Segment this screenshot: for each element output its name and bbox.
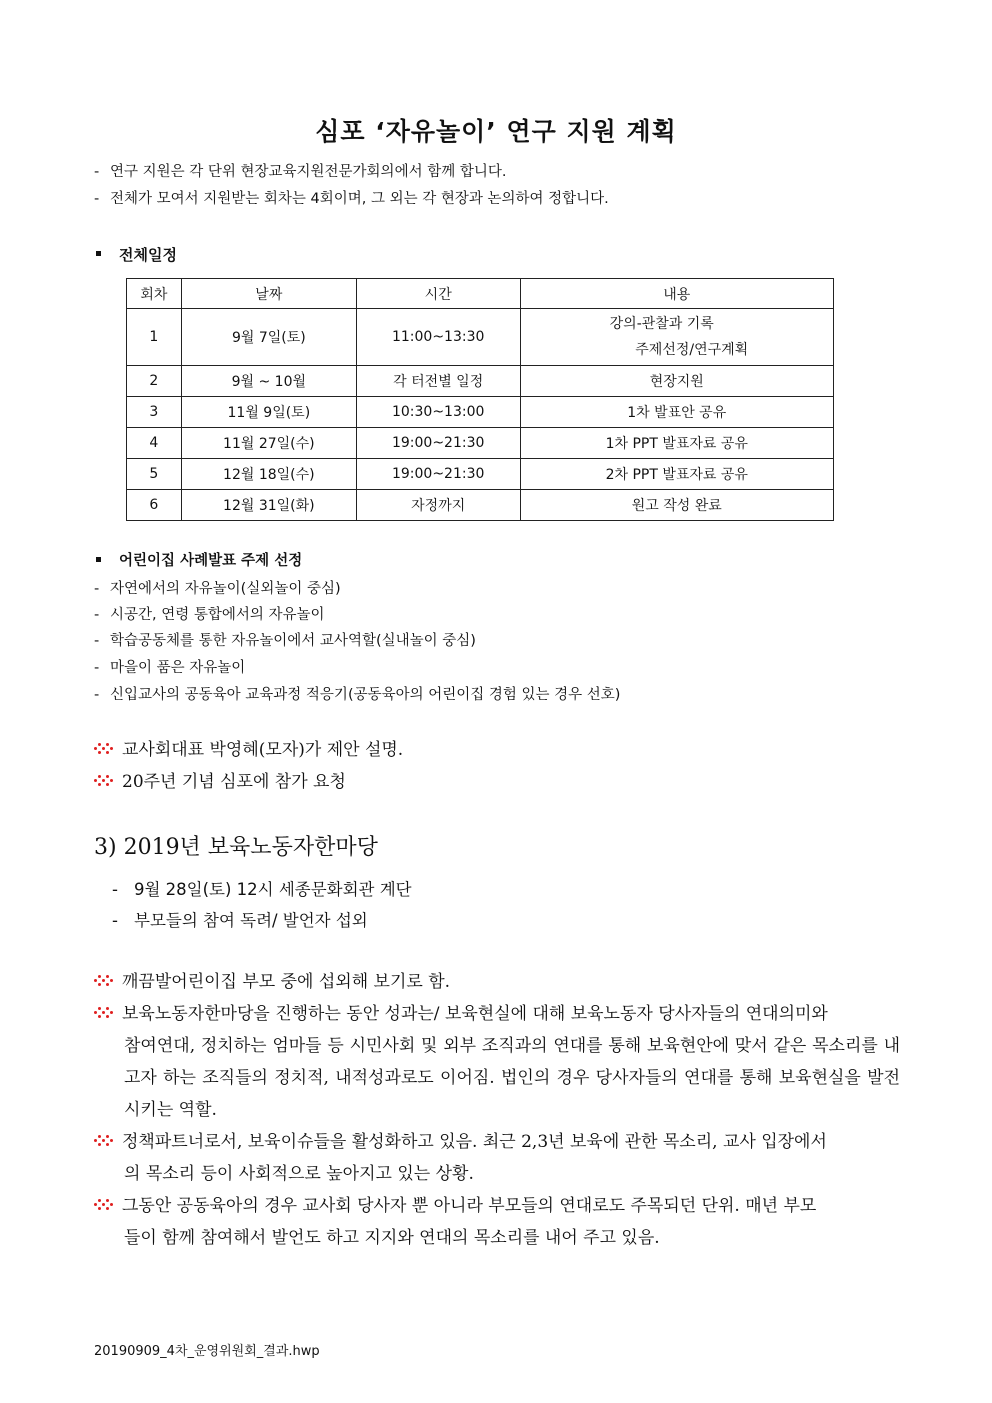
square-bullet-icon [96, 251, 101, 256]
cell-content: 2차 PPT 발표자료 공유 [520, 459, 834, 490]
section-heading: 3) 2019년 보육노동자한마당 [94, 835, 378, 860]
red-dot-bullet-icon [94, 742, 114, 756]
topic-item: - 마을이 품은 자유놀이 [94, 660, 246, 676]
cell-no: 5 [127, 459, 182, 490]
cell-content: 1차 PPT 발표자료 공유 [520, 428, 834, 459]
topic-item: - 시공간, 연령 통합에서의 자유놀이 [94, 607, 325, 623]
cell-date: 12월 31일(화) [181, 490, 356, 521]
red-dot-bullet-icon [94, 974, 114, 988]
section-item: - 부모들의 참여 독려/ 발언자 섭외 [112, 911, 368, 930]
cell-time: 19:00~21:30 [356, 428, 520, 459]
cell-no: 4 [127, 428, 182, 459]
col-header: 날짜 [181, 279, 356, 309]
cell-time: 19:00~21:30 [356, 459, 520, 490]
red-dot-bullet-icon [94, 1134, 114, 1148]
table-header-row [127, 279, 834, 309]
note-item [94, 1190, 900, 1254]
schedule-heading [96, 244, 177, 265]
cell-time: 10:30~13:00 [356, 397, 520, 428]
table-row [127, 309, 834, 366]
note-item [94, 1126, 900, 1190]
col-header: 시간 [356, 279, 520, 309]
cell-time: 11:00~13:30 [356, 309, 520, 366]
note-text: 정책파트너로서, 보육이슈들을 활성화하고 있음. 최근 2,3년 보육에 관한 목소리, 교사 입장에서 [122, 1132, 827, 1152]
schedule-table [126, 278, 834, 521]
table-row [127, 490, 834, 521]
note-item [94, 966, 900, 998]
cell-content-line: 주제선정/연구계획 [635, 342, 749, 358]
topic-text: 시공간, 연령 통합에서의 자유놀이 [110, 607, 325, 623]
note-text-continued: 참여연대, 정치하는 엄마들 등 시민사회 및 외부 조직과의 연대를 통해 보육현안에 맞서 같은 목소리를 내고자 하는 조직들의 정치적, 내적성과로도 이어짐. 법인의 경우 당사자들의 연대를 통해 보육현실을 발전시키는 역할. [124, 1036, 900, 1120]
note-text: 20주년 기념 심포에 참가 요청 [122, 772, 346, 792]
cell-content [520, 309, 834, 366]
cell-time: 자정까지 [356, 490, 520, 521]
topic-text: 학습공동체를 통한 자유놀이에서 교사역할(실내놀이 중심) [110, 633, 476, 649]
cell-no: 2 [127, 366, 182, 397]
topic-item: - 신입교사의 공동육아 교육과정 적응기(공동육아의 어린이집 경험 있는 경우 선호) [94, 687, 621, 703]
cell-content-line: 강의-관찰과 기록 [609, 316, 714, 332]
red-dot-bullet-icon [94, 1198, 114, 1212]
topic-text: 마을이 품은 자유놀이 [110, 660, 246, 676]
cell-content: 원고 작성 완료 [520, 490, 834, 521]
section-item: - 9월 28일(토) 12시 세종문화회관 계단 [112, 880, 412, 899]
footer-filename: 20190909_4차_운영위원회_결과.hwp [94, 1344, 320, 1359]
note-item [94, 998, 900, 1126]
intro-text: 전체가 모여서 지원받는 회차는 4회이며, 그 외는 각 현장과 논의하여 정합니다. [110, 191, 609, 207]
intro-line: - 연구 지원은 각 단위 현장교육지원전문가회의에서 함께 합니다. [94, 164, 507, 180]
note-text: 깨끔발어린이집 부모 중에 섭외해 보기로 함. [122, 972, 451, 992]
col-header: 회차 [127, 279, 182, 309]
cell-time: 각 터전별 일정 [356, 366, 520, 397]
red-dot-bullet-icon [94, 1006, 114, 1020]
topic-text: 신입교사의 공동육아 교육과정 적응기(공동육아의 어린이집 경험 있는 경우 선호) [110, 687, 621, 703]
square-bullet-icon [96, 557, 101, 562]
red-dot-bullet-icon [94, 774, 114, 788]
section-item-text: 9월 28일(토) 12시 세종문화회관 계단 [134, 880, 412, 899]
topic-text: 자연에서의 자유놀이(실외놀이 중심) [110, 581, 341, 597]
col-header: 내용 [520, 279, 834, 309]
cell-date: 9월 ~ 10월 [181, 366, 356, 397]
topics-heading [96, 549, 302, 570]
note-item [94, 766, 900, 798]
note-text-continued: 들이 함께 참여해서 발언도 하고 지지와 연대의 목소리를 내어 주고 있음. [124, 1228, 660, 1248]
cell-date: 12월 18일(수) [181, 459, 356, 490]
page-title: 심포 ‘자유놀이’ 연구 지원 계획 [315, 117, 677, 146]
section-item-text: 부모들의 참여 독려/ 발언자 섭외 [134, 911, 368, 930]
schedule-heading-text: 전체일정 [119, 246, 177, 264]
note-text: 그동안 공동육아의 경우 교사회 당사자 뿐 아니라 부모들의 연대로도 주목되던 단위. 매년 부모 [122, 1196, 817, 1216]
topic-item: - 자연에서의 자유놀이(실외놀이 중심) [94, 581, 341, 597]
note-item [94, 734, 900, 766]
note-text: 교사회대표 박영혜(모자)가 제안 설명. [122, 740, 404, 760]
table-row [127, 397, 834, 428]
topics-heading-text: 어린이집 사례발표 주제 선정 [119, 553, 303, 569]
cell-no: 1 [127, 309, 182, 366]
cell-date: 11월 27일(수) [181, 428, 356, 459]
cell-content: 1차 발표안 공유 [520, 397, 834, 428]
note-text-continued: 의 목소리 등이 사회적으로 높아지고 있는 상황. [124, 1164, 474, 1184]
table-row [127, 459, 834, 490]
cell-no: 6 [127, 490, 182, 521]
cell-content: 현장지원 [520, 366, 834, 397]
cell-no: 3 [127, 397, 182, 428]
intro-line: - 전체가 모여서 지원받는 회차는 4회이며, 그 외는 각 현장과 논의하여 정합니다. [94, 191, 609, 207]
topic-item: - 학습공동체를 통한 자유놀이에서 교사역할(실내놀이 중심) [94, 633, 476, 649]
note-text: 보육노동자한마당을 진행하는 동안 성과는/ 보육현실에 대해 보육노동자 당사자들의 연대의미와 [122, 1004, 828, 1024]
table-row [127, 366, 834, 397]
table-row [127, 428, 834, 459]
cell-date: 9월 7일(토) [181, 309, 356, 366]
intro-text: 연구 지원은 각 단위 현장교육지원전문가회의에서 함께 합니다. [110, 164, 507, 180]
cell-date: 11월 9일(토) [181, 397, 356, 428]
